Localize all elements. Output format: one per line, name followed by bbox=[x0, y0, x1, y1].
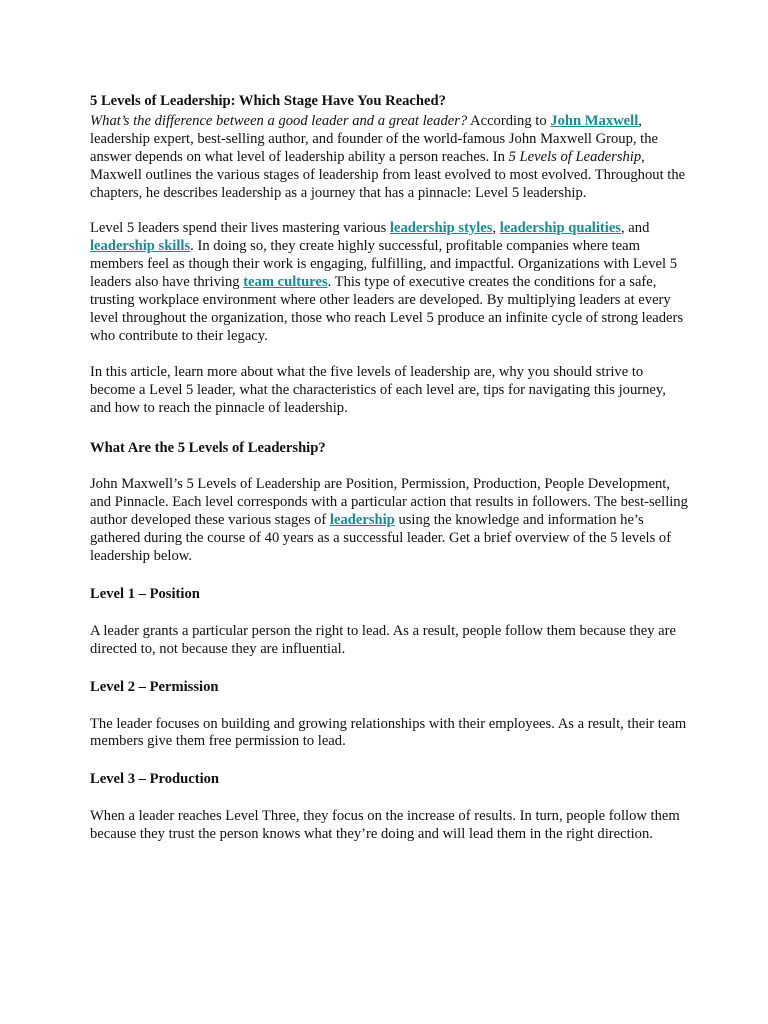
level-3-text: When a leader reaches Level Three, they focus on the increase of results. In turn, people follow them because they trust the person knows what they’re doing and will lead them in the right direction. bbox=[90, 808, 680, 843]
level-3-heading: Level 3 – Production bbox=[90, 771, 220, 788]
level5-text-5: . This type of executive creates the conditions for a safe, trusting workplace environment where other leaders are developed. By multiplying leaders at every level throughout the organization, those who reach Level 5 produce an infinite cycle of strong leaders who contribute to their legacy. bbox=[90, 274, 684, 344]
leadership-skills-link[interactable]: leadership skills bbox=[90, 238, 191, 255]
what-text-1: John Maxwell’s 5 Levels of Leadership are Position, Permission, Production, People Development, and Pinnacle. Each level corresponds with a particular action that results in followers. The best-selling author developed these various stages of bbox=[90, 476, 688, 529]
intro-text-1: According to bbox=[467, 112, 551, 129]
document-page bbox=[90, 93, 690, 864]
level5-text-4: . In doing so, they create highly successful, profitable companies where team members feel as though their work is engaging, fulfilling, and impactful. Organizations with Level 5 leaders also have thriving bbox=[90, 238, 677, 291]
leadership-link[interactable]: leadership bbox=[329, 512, 395, 529]
intro-question: What’s the difference between a good leader and a great leader? bbox=[90, 112, 468, 129]
team-cultures-link[interactable]: team cultures bbox=[243, 274, 328, 291]
section-heading-what: What Are the 5 Levels of Leadership? bbox=[90, 439, 326, 456]
john-maxwell-link[interactable]: John Maxwell bbox=[550, 112, 639, 129]
article-overview-paragraph: In this article, learn more about what the five levels of leadership are, why you should strive to become a Level 5 leader, what the characteristics of each level are, tips for navigating this journey, and how to reach the pinnacle of leadership. bbox=[90, 363, 666, 416]
what-text-2: using the knowledge and information he’s gathered during the course of 40 years as a successful leader. Get a brief overview of the 5 levels of leadership below. bbox=[90, 512, 672, 565]
leadership-qualities-link[interactable]: leadership qualities bbox=[499, 220, 621, 237]
level5-text-1: Level 5 leaders spend their lives mastering various bbox=[90, 220, 390, 237]
article-title: 5 Levels of Leadership: Which Stage Have You Reached? bbox=[90, 93, 446, 109]
intro-text-3: , Maxwell outlines the various stages of leadership from least evolved to most evolved. Throughout the chapters, he describes leadership as a journey that has a pinnacle: Level 5 leadership. bbox=[90, 148, 686, 201]
level5-paragraph bbox=[90, 220, 690, 345]
level5-text-2: , bbox=[492, 220, 500, 237]
intro-text-2: , leadership expert, best-selling author, and founder of the world-famous John Maxwell Group, the answer depends on what level of leadership ability a person reaches. In bbox=[90, 112, 659, 165]
level-1-heading: Level 1 – Position bbox=[90, 585, 200, 602]
book-title: 5 Levels of Leadership bbox=[508, 148, 642, 165]
what-paragraph bbox=[90, 476, 690, 566]
level-2-heading: Level 2 – Permission bbox=[90, 678, 219, 695]
level-2-text: The leader focuses on building and growing relationships with their employees. As a result, their team members give them free permission to lead. bbox=[90, 715, 687, 750]
intro-paragraph bbox=[90, 113, 690, 203]
leadership-styles-link[interactable]: leadership styles bbox=[389, 220, 493, 237]
level5-text-3: , and bbox=[621, 220, 650, 237]
level-1-text: A leader grants a particular person the right to lead. As a result, people follow them because they are directed to, not because they are influential. bbox=[90, 622, 676, 657]
